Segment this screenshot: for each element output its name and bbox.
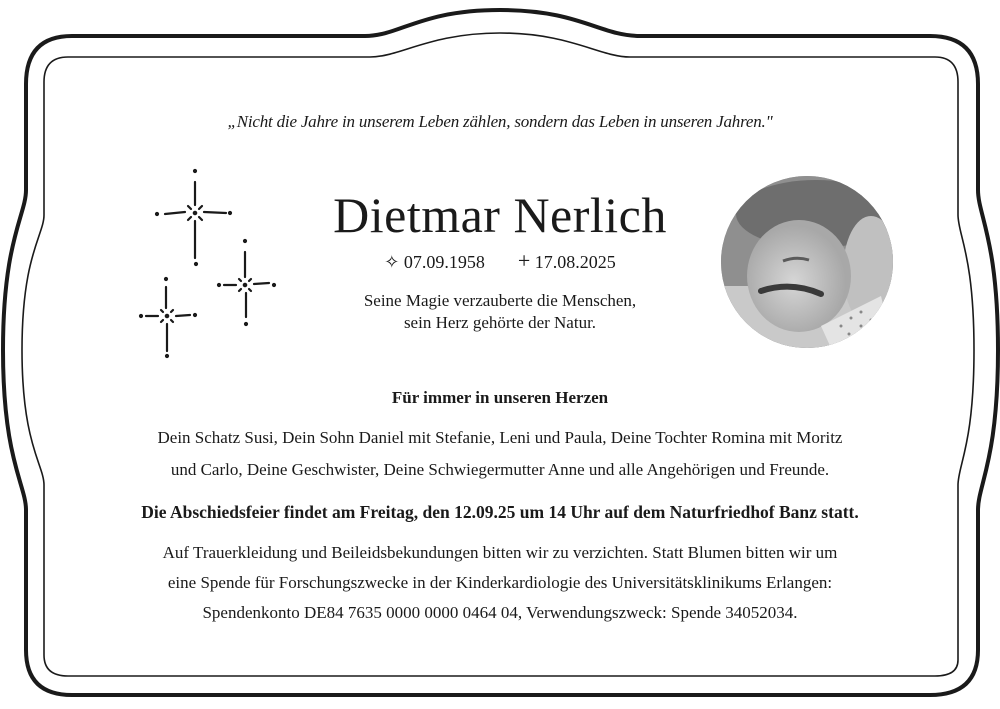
sparkle-stars-icon bbox=[130, 160, 290, 360]
donation-note bbox=[0, 538, 1000, 628]
ceremony-info: Die Abschiedsfeier findet am Freitag, den 12.09.25 um 14 Uhr auf dem Naturfriedhof Banz statt. bbox=[141, 502, 859, 522]
motto-line: Seine Magie verzauberte die Menschen, bbox=[363, 291, 637, 310]
family-line: und Carlo, Deine Geschwister, Deine Schwiegermutter Anne und alle Angehörigen und Freunde. bbox=[170, 460, 830, 479]
section-heading: Für immer in unseren Herzen bbox=[391, 388, 609, 407]
note-line: Auf Trauerkleidung und Beileidsbekundungen bitten wir zu verzichten. Statt Blumen bitten wir um bbox=[162, 543, 838, 562]
family-line: Dein Schatz Susi, Dein Sohn Daniel mit Stefanie, Leni und Paula, Deine Tochter Romina mit Moritz bbox=[157, 428, 843, 447]
motto bbox=[300, 290, 700, 334]
portrait-photo bbox=[721, 176, 893, 348]
note-line: eine Spende für Forschungszwecke in der Kinderkardiologie des Universitätsklinikums Erlangen: bbox=[167, 573, 833, 592]
life-dates bbox=[300, 248, 700, 273]
note-line: Spendenkonto DE84 7635 0000 0000 0464 04, Verwendungszweck: Spende 34052034. bbox=[202, 603, 798, 622]
memorial-quote: „Nicht die Jahre in unserem Leben zählen, sondern das Leben in unseren Jahren." bbox=[227, 112, 773, 131]
death-date: 17.08.2025 bbox=[534, 252, 616, 272]
birth-star-icon: ✧ bbox=[384, 252, 400, 272]
deceased-name: Dietmar Nerlich bbox=[333, 187, 667, 243]
portrait-image bbox=[721, 176, 893, 348]
family-list bbox=[0, 422, 1000, 486]
birth-date: 07.09.1958 bbox=[403, 252, 485, 272]
death-cross-icon: + bbox=[517, 248, 531, 273]
motto-line: sein Herz gehörte der Natur. bbox=[403, 313, 597, 332]
